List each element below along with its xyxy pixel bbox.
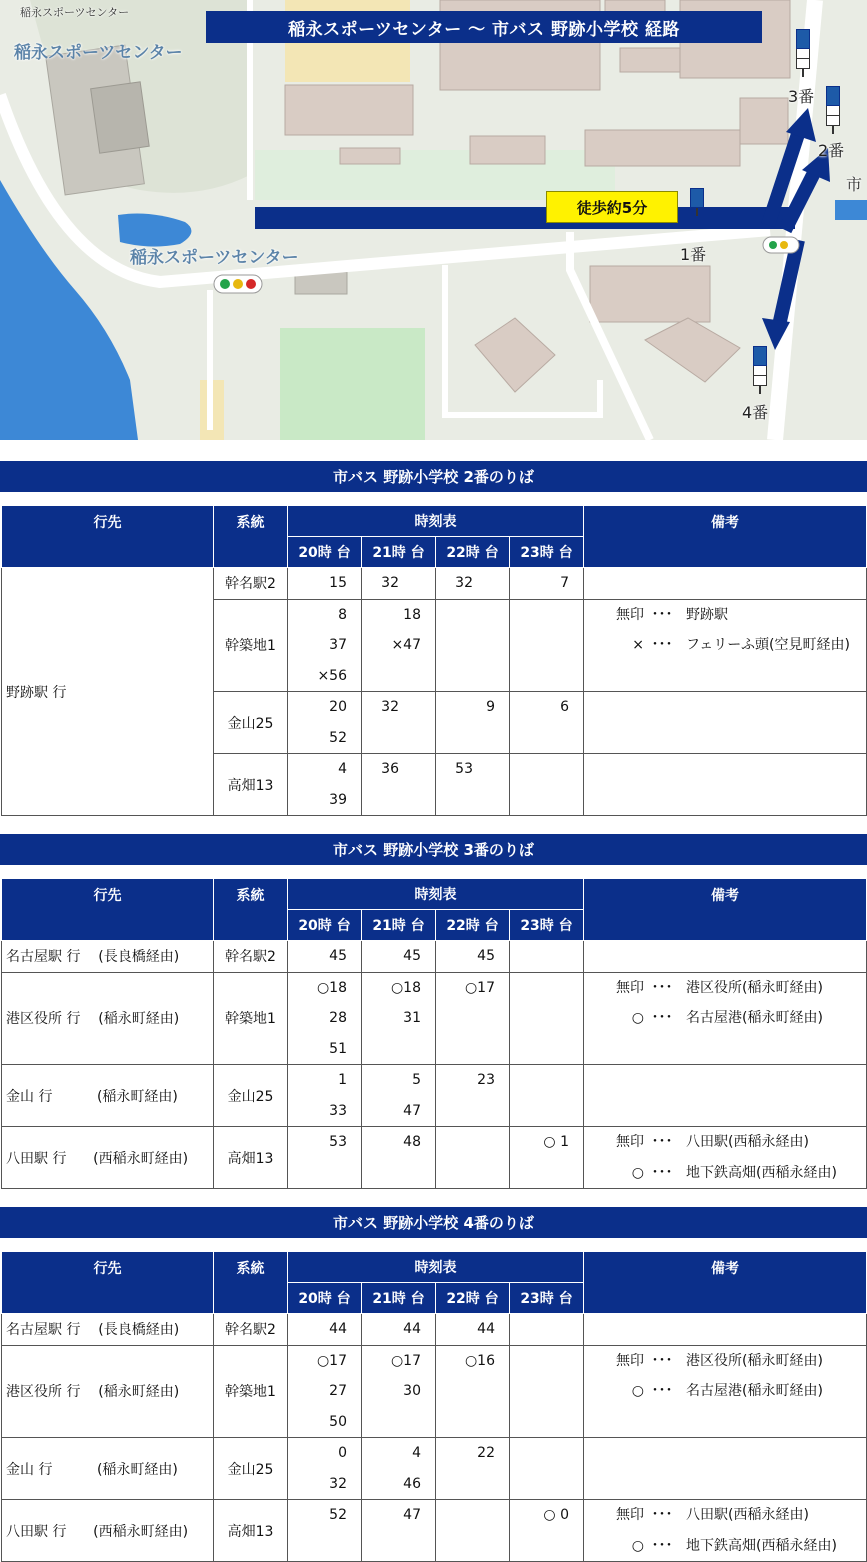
route-cell: 幹名駅2	[214, 941, 288, 973]
route-cell: 高畑13	[214, 1127, 288, 1189]
header-hour-22: 22時 台	[436, 910, 510, 941]
bus-stop-3-icon	[796, 29, 810, 77]
dest-cell: 名古屋駅 行 (長良橋経由)	[2, 1314, 214, 1346]
header-route: 系統	[214, 1252, 288, 1314]
sports-center-main-label: 稲永スポーツセンター	[130, 248, 299, 268]
remarks-cell: 無印 ･･･ 港区役所(稲永町経由) ○ ･･･ 名古屋港(稲永町経由)	[584, 972, 867, 1065]
timetable-table	[1, 878, 867, 1189]
table-row	[2, 1345, 867, 1438]
timetable-table	[1, 505, 867, 816]
header-hour-20: 20時 台	[288, 1283, 362, 1314]
times-23: 7	[560, 575, 569, 591]
times-23: ○ 1	[543, 1134, 569, 1150]
dest-cell: 金山 行 (稲永町経由)	[2, 1438, 214, 1500]
route-cell: 金山25	[214, 692, 288, 754]
table-row	[2, 1438, 867, 1500]
bus-stop-2-label: 2番	[818, 141, 845, 160]
remarks-cell: 無印 ･･･ 野跡駅 × ･･･ フェリーふ頭(空見町経由)	[584, 599, 867, 692]
dest-cell: 八田駅 行 (西稲永町経由)	[2, 1127, 214, 1189]
section-title: 市バス 野跡小学校 3番のりば	[0, 834, 867, 865]
times-22: 9	[486, 699, 495, 715]
times-20: 20 52	[329, 699, 347, 746]
timetable-table	[1, 1251, 867, 1562]
times-20: 45	[329, 948, 347, 964]
dest-cell: 八田駅 行 (西稲永町経由)	[2, 1500, 214, 1562]
times-22: 22	[477, 1445, 495, 1461]
times-20: 53	[329, 1134, 347, 1150]
header-hour-22: 22時 台	[436, 537, 510, 568]
times-21: 36	[381, 761, 399, 777]
times-21: 45	[403, 948, 421, 964]
bus-stop-1-icon	[690, 188, 704, 216]
remarks-cell	[584, 568, 867, 600]
map-title: 稲永スポーツセンター ～ 市バス 野跡小学校 経路	[206, 11, 762, 43]
dest-cell: 港区役所 行 (稲永町経由)	[2, 972, 214, 1065]
header-dest: 行先	[2, 879, 214, 941]
times-21: 4 46	[403, 1445, 421, 1492]
times-20: 44	[329, 1321, 347, 1337]
walk-time-badge: 徒歩約5分	[546, 191, 678, 223]
header-hour-23: 23時 台	[510, 910, 584, 941]
times-21: 47	[403, 1507, 421, 1523]
route-cell: 高畑13	[214, 1500, 288, 1562]
times-21: 44	[403, 1321, 421, 1337]
header-hour-23: 23時 台	[510, 1283, 584, 1314]
table-row	[2, 1314, 867, 1346]
header-timetable: 時刻表	[288, 1252, 584, 1283]
remarks-cell	[584, 1314, 867, 1346]
route-cell: 幹築地1	[214, 599, 288, 692]
route-cell: 金山25	[214, 1065, 288, 1127]
remarks-cell: 無印 ･･･ 八田駅(西稲永経由) ○ ･･･ 地下鉄高畑(西稲永経由)	[584, 1127, 867, 1189]
header-dest: 行先	[2, 506, 214, 568]
header-hour-20: 20時 台	[288, 910, 362, 941]
table-row	[2, 1500, 867, 1562]
times-21: 32	[381, 699, 399, 715]
table-row	[2, 568, 867, 600]
times-20: 8 37 ×56	[317, 606, 347, 684]
times-22: 44	[477, 1321, 495, 1337]
times-20: 52	[329, 1507, 347, 1523]
times-21: 32	[381, 575, 399, 591]
times-21: 5 47	[403, 1072, 421, 1119]
times-22: 53	[455, 761, 473, 777]
times-20: 0 32	[329, 1445, 347, 1492]
times-20: ○17 27 50	[316, 1352, 347, 1430]
map-background	[0, 0, 867, 440]
header-timetable: 時刻表	[288, 506, 584, 537]
header-remarks: 備考	[584, 879, 867, 941]
times-21: ○17 30	[390, 1352, 421, 1399]
table-row	[2, 941, 867, 973]
route-cell: 幹名駅2	[214, 568, 288, 600]
remarks-cell	[584, 692, 867, 754]
header-route: 系統	[214, 879, 288, 941]
header-remarks: 備考	[584, 1252, 867, 1314]
route-map	[0, 0, 867, 440]
times-22: 23	[477, 1072, 495, 1088]
bus-stop-4-label: 4番	[742, 403, 769, 422]
table-row	[2, 972, 867, 1065]
header-remarks: 備考	[584, 506, 867, 568]
times-22: ○17	[464, 979, 495, 996]
bus-stop-1-label: 1番	[680, 245, 707, 264]
dest-cell: 名古屋駅 行 (長良橋経由)	[2, 941, 214, 973]
bus-stop-4-icon	[753, 346, 767, 394]
remarks-cell	[584, 1065, 867, 1127]
header-hour-23: 23時 台	[510, 537, 584, 568]
dest-cell: 港区役所 行 (稲永町経由)	[2, 1345, 214, 1438]
remarks-cell: 無印 ･･･ 港区役所(稲永町経由) ○ ･･･ 名古屋港(稲永町経由)	[584, 1345, 867, 1438]
route-cell: 幹築地1	[214, 1345, 288, 1438]
dest-cell: 野跡駅 行	[2, 568, 214, 816]
times-21: 18 ×47	[391, 606, 421, 653]
remarks-cell	[584, 941, 867, 973]
remarks-cell: 無印 ･･･ 八田駅(西稲永経由) ○ ･･･ 地下鉄高畑(西稲永経由)	[584, 1500, 867, 1562]
route-cell: 幹名駅2	[214, 1314, 288, 1346]
header-hour-22: 22時 台	[436, 1283, 510, 1314]
header-timetable: 時刻表	[288, 879, 584, 910]
timetable-stop-4	[0, 1207, 867, 1554]
times-20: 4 39	[329, 761, 347, 808]
header-dest: 行先	[2, 1252, 214, 1314]
bus-stop-3-label: 3番	[788, 87, 815, 106]
times-22: 32	[455, 575, 473, 591]
sports-center-top-label: 稲永スポーツセンター	[14, 43, 183, 63]
times-20: 15	[329, 575, 347, 591]
header-hour-21: 21時 台	[362, 537, 436, 568]
route-cell: 高畑13	[214, 754, 288, 816]
times-21: 48	[403, 1134, 421, 1150]
section-title: 市バス 野跡小学校 4番のりば	[0, 1207, 867, 1238]
table-row	[2, 1127, 867, 1189]
times-20: 1 33	[329, 1072, 347, 1119]
timetable-stop-3	[0, 834, 867, 1181]
table-row	[2, 1065, 867, 1127]
sports-center-small-label: 稲永スポーツセンター	[20, 6, 130, 19]
remarks-cell	[584, 1438, 867, 1500]
timetable-stop-2	[0, 461, 867, 808]
header-route: 系統	[214, 506, 288, 568]
times-20: ○18 28 51	[316, 979, 347, 1057]
times-23: ○ 0	[543, 1507, 569, 1523]
dest-cell: 金山 行 (稲永町経由)	[2, 1065, 214, 1127]
remarks-cell	[584, 754, 867, 816]
section-title: 市バス 野跡小学校 2番のりば	[0, 461, 867, 492]
header-hour-21: 21時 台	[362, 910, 436, 941]
times-23: 6	[560, 699, 569, 715]
edge-label: 市	[846, 175, 863, 194]
header-hour-21: 21時 台	[362, 1283, 436, 1314]
times-22: 45	[477, 948, 495, 964]
times-21: ○18 31	[390, 979, 421, 1026]
header-hour-20: 20時 台	[288, 537, 362, 568]
route-cell: 金山25	[214, 1438, 288, 1500]
route-cell: 幹築地1	[214, 972, 288, 1065]
times-22: ○16	[464, 1352, 495, 1369]
bus-stop-2-icon	[826, 86, 840, 134]
